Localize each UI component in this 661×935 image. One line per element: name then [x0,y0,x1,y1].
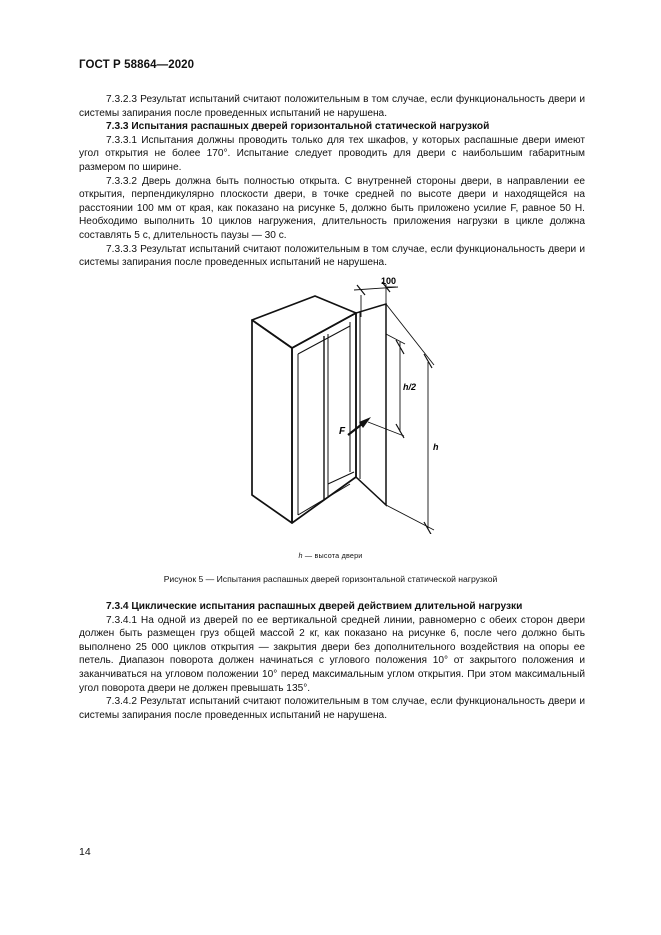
force-label: F [339,426,346,437]
paragraph: 7.3.3.2 Дверь должна быть полностью открыта. С внутренней стороны двери, в направлении ее открытия, перпендикулярно плоскости двери, в точке средней по высоте двери и находящейся на расстоянии 100 мм от края, как показано на рисунке 5, должно быть приложено усилие F, равное 50 Н. Необходимо выполнить 10 циклов нагружения, длительность приложения нагрузки в цикле должна составлять 5 с, длительность паузы — 30 с. [79,175,585,241]
section-7-3-2-3-to-7-3-3-3 [79,93,585,270]
cabinet-side-panel [252,320,292,523]
section-heading: 7.3.3 Испытания распашных дверей горизонтальной статической нагрузкой [106,121,490,133]
standard-header: ГОСТ Р 58864—2020 [79,59,195,71]
dimension-h-label: h [433,442,439,452]
paragraph: 7.3.4.2 Результат испытаний считают положительным в том случае, если функциональность двери и системы запирания после проведенных испытаний не нарушена. [79,696,585,721]
dimension-h2-label: h/2 [403,382,417,392]
section-heading: 7.3.4 Циклические испытания распашных дверей действием длительной нагрузки [106,601,523,612]
paragraph: 7.3.2.3 Результат испытаний считают положительным в том случае, если функциональность двери и системы запирания после проведенных испытаний не нарушена. [79,94,585,119]
figure-caption: Рисунок 5 — Испытания распашных дверей горизонтальной статической нагрузкой [163,574,498,584]
cabinet-diagram [240,272,460,534]
page-number: 14 [79,846,91,858]
paragraph: 7.3.3.3 Результат испытаний считают положительным в том случае, если функциональность двери и системы запирания после проведенных испытаний не нарушена. [79,243,585,269]
opened-door [356,304,386,505]
dimension-100-label: 100 [381,276,397,286]
paragraph: 7.3.3.1 Испытания должны проводить только для тех шкафов, у которых распашные двери имеют угол открытия не более 170°. Испытание следует проводить для двери с наибольшим габаритным размером по ширине. [79,134,585,173]
figure-legend: h — высота двери [298,551,363,560]
paragraph: 7.3.4.1 На одной из дверей по ее вертикальной средней линии, равномерно с обеих сторон двери должен быть размещен груз общей массой 2 кг, как показано на рисунке 6, после чего должно быть выполнено 25 000 циклов открытия — закрытия двери без дополнительного воздействия на опоры ее петель. Диапазон поворота должен начинаться с углового положения 10° от закрытого положения и заканчиваться на угловом положении 10° перед максимальным углом открытия. При этом максимальный угол поворота двери не должен превышать 135°. [79,614,585,694]
figure-5-cabinet-door-test [240,272,460,534]
section-7-3-4 [79,600,585,722]
